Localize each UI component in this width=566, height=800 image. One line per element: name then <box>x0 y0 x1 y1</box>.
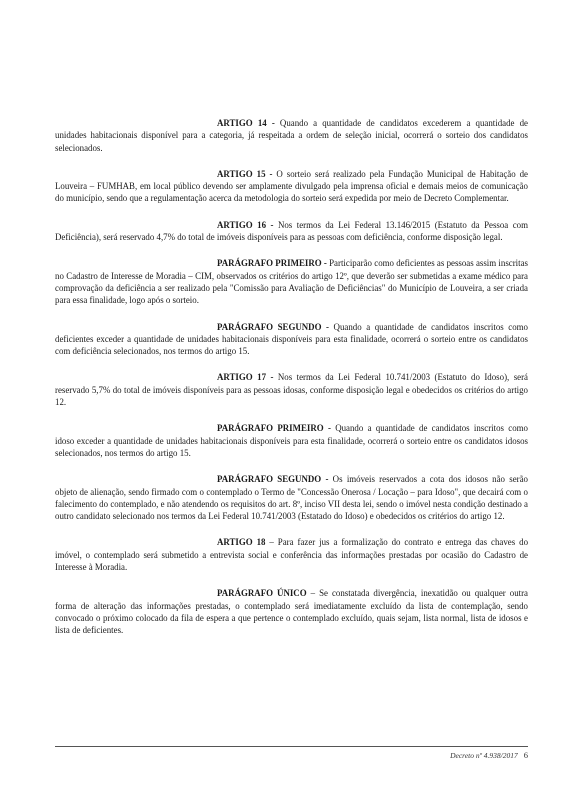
article-heading: ARTIGO 16 - <box>217 219 274 230</box>
page-footer <box>450 750 528 760</box>
paragraph-heading: PARÁGRAFO PRIMEIRO - <box>217 423 331 434</box>
article-text: – Para fazer jus a formalização do contrato e entrega das chaves do imóvel, o contemplado será submetido a entrevista social e conferência das informações prestadas por ocasião do Cadastro de Interesse à Moradia. <box>55 537 529 573</box>
paragraph-heading: PARÁGRAFO SEGUNDO - <box>217 474 329 485</box>
article-text: Quando a quantidade de candidatos excederem a quantidade de unidades habitacionais disponível para a categoria, já respeitada a ordem de seleção inicial, ocorrerá o sorteio dos candidatos selecionados. <box>55 118 528 153</box>
article-heading: ARTIGO 18 <box>217 537 266 548</box>
paragraph-text: – Se constatada divergência, inexatidão ou qualquer outra forma de alteração das informações prestadas, o contemplado será imediatamente excluído da lista de contemplação, sendo convocado o próximo colocado da fila de espera a que pertence o contemplado excluído, quais sejam, lista normal, lista de idosos e lista de deficientes. <box>55 588 528 636</box>
article-heading: ARTIGO 15 - <box>217 168 273 179</box>
article-14 <box>55 117 528 154</box>
article-heading: ARTIGO 14 - <box>217 118 275 128</box>
article-17-paragraph-1 <box>55 422 528 459</box>
paragraph-heading: PARÁGRAFO SEGUNDO - <box>217 321 329 332</box>
paragraph-heading: PARÁGRAFO PRIMEIRO - <box>217 258 327 269</box>
article-text: Nos termos da Lei Federal 10.741/2003 (Estatuto do Idoso), será reservado 5,7% do total de imóveis disponíveis para as pessoas idosas, conforme disposição legal e obedecidos os critérios do artigo 12. <box>55 372 528 408</box>
page-number: 6 <box>523 750 528 760</box>
paragraph-text: Participarão como deficientes as pessoas assim inscritas no Cadastro de Interesse de Moradia – CIM, observados os critérios do artigo 12º, que deverão ser submetidas a exame médico para comprovação da deficiência a ser realizado pela "Comissão para Avaliação de Deficiências" do Município de Louveira, a ser criada para essa finalidade, logo após o sorteio. <box>55 258 528 306</box>
paragraph-text: Quando a quantidade de candidatos inscritos como idoso exceder a quantidade de unidades habitacionais disponíveis para esta finalidade, ocorrerá o sorteio entre os candidatos idosos selecionados, nos termos do artigo 15. <box>55 423 528 458</box>
article-15 <box>55 168 528 205</box>
article-16-paragraph-2 <box>55 321 528 358</box>
paragraph-text: Os imóveis reservados a cota dos idosos não serão objeto de alienação, sendo firmado com o contemplado o Termo de "Concessão Onerosa / Locação – para Idoso", que decairá com o falecimento do contemplado, e não atendendo os requisitos do art. 8º, inciso VII desta lei, sendo o imóvel nesta condição destinado a outro candidato selecionado nos termos da Lei Federal 10.741/2003 (Estatado do Idoso) e obedecidos os critérios do artigo 12. <box>55 474 528 522</box>
paragraph-heading: PARÁGRAFO ÚNICO <box>217 588 307 599</box>
footer-divider <box>55 746 528 747</box>
article-16 <box>55 219 528 244</box>
article-text: Nos termos da Lei Federal 13.146/2015 (Estatuto da Pessoa com Deficiência), será reservado 4,7% do total de imóveis disponíveis para as pessoas com deficiência, conforme disposição legal. <box>55 219 528 243</box>
article-18 <box>55 536 528 573</box>
article-17 <box>55 371 528 408</box>
decree-reference: Decreto nº 4.938/2017 <box>450 751 518 760</box>
document-body <box>55 117 528 651</box>
article-16-paragraph-1 <box>55 257 528 306</box>
paragraph-text: Quando a quantidade de candidatos inscritos como deficientes exceder a quantidade de unidades habitacionais disponíveis para esta finalidade, ocorrerá o sorteio entre os candidatos com deficiência selecionados, nos termos do artigo 15. <box>55 321 528 357</box>
article-text: O sorteio será realizado pela Fundação Municipal de Habitação de Louveira – FUMHAB, em local público devendo ser amplamente divulgado pela imprensa oficial e demais meios de comunicação do município, sendo que a regulamentação acerca da metodologia do sorteio será expedida por meio de Decreto Complementar. <box>55 168 528 204</box>
article-18-paragraph-unico <box>55 587 528 636</box>
article-heading: ARTIGO 17 - <box>217 372 274 383</box>
article-17-paragraph-2 <box>55 473 528 522</box>
